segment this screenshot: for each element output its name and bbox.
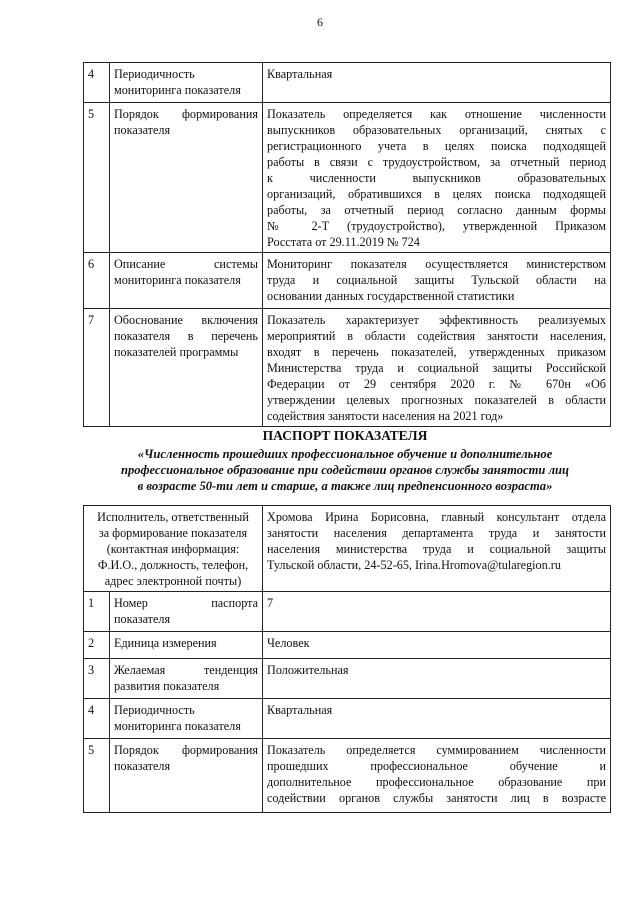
table-row [84,632,611,659]
row-label: Описание системы мониторинга показателя [110,253,263,309]
row-label: Желаемая тенденция развития показателя [110,659,263,699]
indicator-table-continued [83,62,611,427]
row-label: Номер паспорта показателя [110,592,263,632]
row-number: 3 [84,659,110,699]
table-row [84,592,611,632]
table-row [84,659,611,699]
row-number: 4 [84,699,110,739]
row-label: Порядок формирования показателя [110,103,263,253]
row-number: 4 [84,63,110,103]
row-number: 5 [84,739,110,813]
passport-subtitle: «Численность прошедших профессиональное обучение и дополнительное профессиональное образование при содействии органов службы занятости лиц в возрасте 50-ти лет и старше, а также лиц предпенсионного возраста» [120,447,570,493]
row-label: Единица измерения [110,632,263,659]
row-value: Квартальная [263,63,611,103]
passport-title: ПАСПОРТ ПОКАЗАТЕЛЯ [262,428,428,443]
row-value: Человек [263,632,611,659]
row-value: Хромова Ирина Борисовна, главный консультант отдела занятости населения департамента труда и занятости населения министерства труда и социальной защиты Тульской области, 24-52-65, Irina.Hromova@tularegion.ru [263,506,611,592]
row-number: 2 [84,632,110,659]
table-row [84,103,611,253]
row-label: Периодичность мониторинга показателя [110,63,263,103]
row-value: Мониторинг показателя осуществляется министерством труда и социальной защиты Тульской области на основании данных государственной статистики [263,253,611,309]
table-row [84,309,611,427]
row-value: Квартальная [263,699,611,739]
row-label: Периодичность мониторинга показателя [110,699,263,739]
row-value: Показатель характеризует эффективность реализуемых мероприятий в области содействия занятости населения, входят в перечень показателей, утвержденных приказом Министерства труда и социальной защиты Российской Федерации от 29 сентября 2020 г. № 670н «Об утверждении целевых прогнозных показателей в области содействия занятости населения на 2021 год» [263,309,611,427]
row-number: 1 [84,592,110,632]
row-label: Исполнитель, ответственный за формирование показателя (контактная информация: Ф.И.О., должность, телефон, адрес электронной почты) [84,506,263,592]
row-value: Показатель определяется как отношение численности выпускников образовательных организаций, снятых с регистрационного учета в целях поиска подходящей работы в связи с трудоустройством, за отчетный период к численности выпускников образовательных организаций, обратившихся в целях поиска подходящей работы, за отчетный период согласно данным формы № 2-Т (трудоустройство), утвержденной Приказом Росстата от 29.11.2019 № 724 [263,103,611,253]
row-value: Положительная [263,659,611,699]
table-row [84,63,611,103]
row-number: 6 [84,253,110,309]
row-value: 7 [263,592,611,632]
table-row [84,739,611,813]
passport-table [83,505,611,813]
table-row [84,699,611,739]
row-number: 7 [84,309,110,427]
row-value: Показатель определяется суммированием численности прошедших профессиональное обучение и дополнительное профессиональное образование при содействии органов службы занятости лиц в возрасте [263,739,611,813]
table-row [84,253,611,309]
row-label: Обоснование включения показателя в перечень показателей программы [110,309,263,427]
row-label: Порядок формирования показателя [110,739,263,813]
passport-heading [80,428,610,494]
page-number: 6 [317,15,323,29]
row-number: 5 [84,103,110,253]
table-row [84,506,611,592]
